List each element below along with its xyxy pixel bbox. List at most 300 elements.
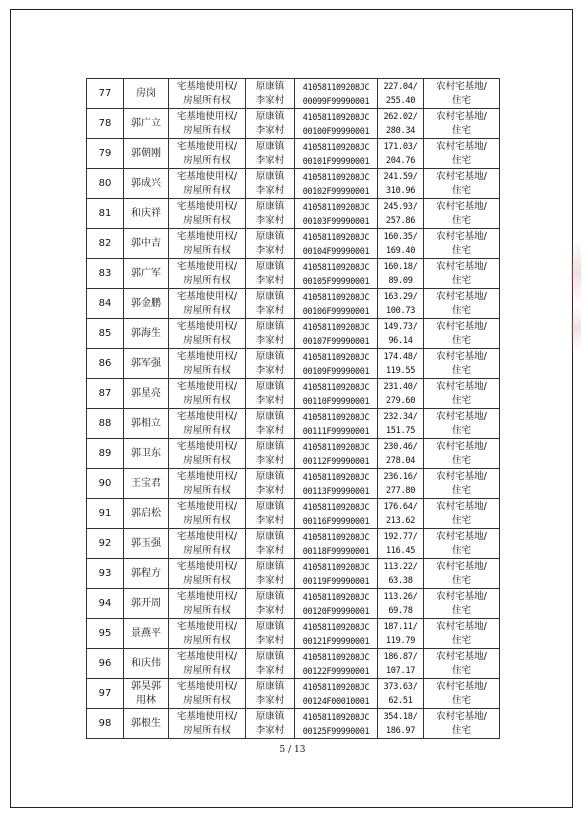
cell-holder-name-line: 郭昊郭 xyxy=(131,680,161,692)
cell-location xyxy=(246,349,295,379)
cell-unit-code-line: 410581109208JC xyxy=(302,81,370,92)
cell-area-line: 373.63/ xyxy=(383,681,418,692)
table-row xyxy=(87,589,500,619)
cell-usage-line: 住宅 xyxy=(451,184,471,196)
cell-location-line: 原康镇 xyxy=(255,650,285,662)
cell-unit-code xyxy=(295,109,378,139)
cell-usage-line: 住宅 xyxy=(451,424,471,436)
cell-right-type-line: 宅基地使用权/ xyxy=(176,380,238,392)
cell-area-line: 227.04/ xyxy=(383,81,418,92)
cell-unit-code xyxy=(295,379,378,409)
cell-unit-code xyxy=(295,349,378,379)
cell-area-line: 69.78 xyxy=(388,605,413,616)
cell-area xyxy=(378,679,424,709)
cell-area-line: 89.09 xyxy=(388,275,413,286)
cell-unit-code-line: 410581109208JC xyxy=(302,561,370,572)
cell-usage-line: 农村宅基地/ xyxy=(436,350,487,362)
cell-location-line: 李家村 xyxy=(255,694,285,706)
cell-area-line: 163.29/ xyxy=(383,291,418,302)
cell-unit-code xyxy=(295,79,378,109)
cell-number: 79 xyxy=(87,139,124,169)
cell-number: 93 xyxy=(87,559,124,589)
cell-right-type-line: 房屋所有权 xyxy=(183,724,231,736)
cell-unit-code-line: 00111F99990001 xyxy=(302,425,370,436)
cell-usage-line: 住宅 xyxy=(451,274,471,286)
cell-right-type-line: 房屋所有权 xyxy=(183,394,231,406)
cell-right-type-line: 宅基地使用权/ xyxy=(176,440,238,452)
cell-unit-code-line: 00112F99990001 xyxy=(302,455,370,466)
cell-right-type xyxy=(169,439,246,469)
cell-location-line: 原康镇 xyxy=(255,140,285,152)
cell-unit-code-line: 410581109208JC xyxy=(302,531,370,542)
cell-number: 78 xyxy=(87,109,124,139)
cell-unit-code-line: 410581109208JC xyxy=(302,621,370,632)
cell-area-line: 160.35/ xyxy=(383,231,418,242)
cell-usage xyxy=(424,289,500,319)
cell-right-type-line: 宅基地使用权/ xyxy=(176,620,238,632)
cell-number: 96 xyxy=(87,649,124,679)
cell-location-line: 原康镇 xyxy=(255,230,285,242)
table-row xyxy=(87,139,500,169)
cell-usage xyxy=(424,589,500,619)
cell-unit-code-line: 410581109208JC xyxy=(302,201,370,212)
cell-location-line: 李家村 xyxy=(255,214,285,226)
cell-area xyxy=(378,589,424,619)
cell-right-type xyxy=(169,469,246,499)
cell-holder-name-line: 郭星亮 xyxy=(131,387,161,399)
cell-location-line: 原康镇 xyxy=(255,530,285,542)
cell-area-line: 231.40/ xyxy=(383,381,418,392)
cell-right-type-line: 宅基地使用权/ xyxy=(176,230,238,242)
cell-usage-line: 农村宅基地/ xyxy=(436,200,487,212)
cell-area-line: 186.87/ xyxy=(383,651,418,662)
cell-right-type xyxy=(169,319,246,349)
cell-location xyxy=(246,649,295,679)
cell-holder-name-line: 郭启松 xyxy=(131,507,161,519)
cell-usage-line: 农村宅基地/ xyxy=(436,170,487,182)
table-row xyxy=(87,109,500,139)
cell-right-type xyxy=(169,289,246,319)
cell-number: 90 xyxy=(87,469,124,499)
cell-location xyxy=(246,199,295,229)
cell-unit-code-line: 00124F00010001 xyxy=(302,695,370,706)
cell-location xyxy=(246,79,295,109)
table-row xyxy=(87,649,500,679)
cell-holder-name-line: 王宝君 xyxy=(131,477,161,489)
cell-unit-code xyxy=(295,319,378,349)
cell-usage-line: 农村宅基地/ xyxy=(436,470,487,482)
cell-area-line: 100.73 xyxy=(385,305,416,316)
cell-right-type-line: 宅基地使用权/ xyxy=(176,80,238,92)
cell-unit-code-line: 00122F99990001 xyxy=(302,665,370,676)
cell-number: 95 xyxy=(87,619,124,649)
cell-number: 84 xyxy=(87,289,124,319)
cell-right-type-line: 宅基地使用权/ xyxy=(176,500,238,512)
cell-area-line: 241.59/ xyxy=(383,171,418,182)
cell-location xyxy=(246,289,295,319)
cell-location-line: 原康镇 xyxy=(255,680,285,692)
cell-unit-code xyxy=(295,259,378,289)
cell-holder-name xyxy=(124,229,169,259)
cell-location-line: 李家村 xyxy=(255,334,285,346)
cell-holder-name-line: 郭开周 xyxy=(131,597,161,609)
cell-unit-code-line: 410581109208JC xyxy=(302,231,370,242)
cell-right-type-line: 宅基地使用权/ xyxy=(176,680,238,692)
cell-location xyxy=(246,709,295,739)
cell-unit-code xyxy=(295,619,378,649)
cell-area-line: 230.46/ xyxy=(383,441,418,452)
cell-location-line: 原康镇 xyxy=(255,170,285,182)
cell-location-line: 李家村 xyxy=(255,154,285,166)
cell-holder-name-line: 郭朝刚 xyxy=(131,147,161,159)
cell-location-line: 原康镇 xyxy=(255,320,285,332)
cell-area xyxy=(378,349,424,379)
cell-right-type-line: 宅基地使用权/ xyxy=(176,320,238,332)
cell-holder-name-line: 郭中吉 xyxy=(131,237,161,249)
table-row xyxy=(87,289,500,319)
cell-location-line: 李家村 xyxy=(255,574,285,586)
table-row xyxy=(87,499,500,529)
cell-usage xyxy=(424,439,500,469)
cell-usage-line: 农村宅基地/ xyxy=(436,140,487,152)
cell-right-type xyxy=(169,589,246,619)
cell-usage-line: 农村宅基地/ xyxy=(436,380,487,392)
cell-right-type xyxy=(169,499,246,529)
cell-location-line: 原康镇 xyxy=(255,110,285,122)
cell-unit-code-line: 410581109208JC xyxy=(302,111,370,122)
cell-right-type-line: 房屋所有权 xyxy=(183,604,231,616)
cell-location-line: 李家村 xyxy=(255,454,285,466)
cell-area-line: 257.86 xyxy=(385,215,416,226)
cell-unit-code-line: 00121F99990001 xyxy=(302,635,370,646)
cell-usage-line: 农村宅基地/ xyxy=(436,260,487,272)
cell-unit-code-line: 410581109208JC xyxy=(302,411,370,422)
cell-usage-line: 住宅 xyxy=(451,244,471,256)
cell-right-type-line: 宅基地使用权/ xyxy=(176,410,238,422)
cell-area-line: 277.80 xyxy=(385,485,416,496)
cell-area xyxy=(378,109,424,139)
cell-unit-code xyxy=(295,529,378,559)
cell-usage xyxy=(424,559,500,589)
cell-location xyxy=(246,259,295,289)
cell-area-line: 186.97 xyxy=(385,725,416,736)
cell-right-type xyxy=(169,139,246,169)
table-row xyxy=(87,469,500,499)
cell-area-line: 149.73/ xyxy=(383,321,418,332)
cell-unit-code-line: 00106F99990001 xyxy=(302,305,370,316)
cell-usage-line: 农村宅基地/ xyxy=(436,320,487,332)
cell-usage xyxy=(424,259,500,289)
cell-right-type-line: 房屋所有权 xyxy=(183,694,231,706)
cell-unit-code-line: 00109F99990001 xyxy=(302,365,370,376)
cell-unit-code-line: 410581109208JC xyxy=(302,321,370,332)
cell-right-type-line: 宅基地使用权/ xyxy=(176,560,238,572)
cell-number: 80 xyxy=(87,169,124,199)
cell-right-type-line: 宅基地使用权/ xyxy=(176,170,238,182)
cell-holder-name xyxy=(124,289,169,319)
cell-right-type-line: 宅基地使用权/ xyxy=(176,200,238,212)
cell-number: 98 xyxy=(87,709,124,739)
cell-usage xyxy=(424,709,500,739)
cell-usage-line: 住宅 xyxy=(451,484,471,496)
cell-unit-code xyxy=(295,169,378,199)
cell-location-line: 原康镇 xyxy=(255,620,285,632)
cell-unit-code xyxy=(295,559,378,589)
cell-holder-name-line: 郭程方 xyxy=(131,567,161,579)
registration-table xyxy=(86,78,500,739)
cell-right-type xyxy=(169,79,246,109)
cell-number: 94 xyxy=(87,589,124,619)
cell-right-type-line: 房屋所有权 xyxy=(183,514,231,526)
cell-area-line: 262.02/ xyxy=(383,111,418,122)
cell-location-line: 李家村 xyxy=(255,94,285,106)
cell-location xyxy=(246,139,295,169)
cell-location-line: 李家村 xyxy=(255,304,285,316)
cell-unit-code xyxy=(295,589,378,619)
cell-usage xyxy=(424,109,500,139)
cell-right-type-line: 房屋所有权 xyxy=(183,184,231,196)
cell-location-line: 李家村 xyxy=(255,544,285,556)
cell-area xyxy=(378,529,424,559)
table-row xyxy=(87,199,500,229)
cell-unit-code-line: 00119F99990001 xyxy=(302,575,370,586)
table-row xyxy=(87,319,500,349)
cell-holder-name xyxy=(124,79,169,109)
cell-right-type xyxy=(169,649,246,679)
cell-unit-code xyxy=(295,139,378,169)
cell-holder-name xyxy=(124,589,169,619)
cell-usage xyxy=(424,529,500,559)
table-row xyxy=(87,709,500,739)
cell-location xyxy=(246,379,295,409)
cell-area-line: 116.45 xyxy=(385,545,416,556)
cell-location-line: 原康镇 xyxy=(255,710,285,722)
cell-usage-line: 住宅 xyxy=(451,364,471,376)
cell-location-line: 李家村 xyxy=(255,634,285,646)
cell-holder-name xyxy=(124,199,169,229)
cell-location xyxy=(246,529,295,559)
table-row xyxy=(87,619,500,649)
table-row xyxy=(87,679,500,709)
cell-location-line: 原康镇 xyxy=(255,500,285,512)
cell-usage xyxy=(424,679,500,709)
cell-right-type-line: 宅基地使用权/ xyxy=(176,650,238,662)
cell-unit-code xyxy=(295,229,378,259)
cell-right-type xyxy=(169,229,246,259)
page-number: 5 / 13 xyxy=(279,745,306,755)
table-row xyxy=(87,229,500,259)
cell-area-line: 107.17 xyxy=(385,665,416,676)
cell-area xyxy=(378,409,424,439)
cell-number: 87 xyxy=(87,379,124,409)
cell-holder-name-line: 郭卫东 xyxy=(131,447,161,459)
cell-holder-name-line: 郭广军 xyxy=(131,267,161,279)
cell-location xyxy=(246,409,295,439)
cell-usage-line: 农村宅基地/ xyxy=(436,680,487,692)
cell-usage xyxy=(424,79,500,109)
cell-right-type-line: 房屋所有权 xyxy=(183,454,231,466)
cell-usage xyxy=(424,619,500,649)
cell-usage-line: 住宅 xyxy=(451,334,471,346)
cell-usage xyxy=(424,409,500,439)
registration-table-body xyxy=(87,79,500,739)
cell-holder-name xyxy=(124,469,169,499)
cell-number: 91 xyxy=(87,499,124,529)
cell-location xyxy=(246,589,295,619)
cell-unit-code-line: 410581109208JC xyxy=(302,291,370,302)
cell-area-line: 213.62 xyxy=(385,515,416,526)
cell-right-type-line: 房屋所有权 xyxy=(183,544,231,556)
cell-area-line: 160.18/ xyxy=(383,261,418,272)
cell-holder-name xyxy=(124,349,169,379)
table-row xyxy=(87,409,500,439)
table-row xyxy=(87,439,500,469)
cell-area xyxy=(378,229,424,259)
cell-area-line: 176.64/ xyxy=(383,501,418,512)
cell-number: 97 xyxy=(87,679,124,709)
cell-unit-code-line: 410581109208JC xyxy=(302,171,370,182)
cell-area-line: 278.04 xyxy=(385,455,416,466)
cell-location xyxy=(246,559,295,589)
cell-location xyxy=(246,499,295,529)
cell-right-type-line: 房屋所有权 xyxy=(183,574,231,586)
table-row xyxy=(87,79,500,109)
cell-right-type xyxy=(169,379,246,409)
cell-area xyxy=(378,709,424,739)
cell-location-line: 原康镇 xyxy=(255,380,285,392)
cell-right-type-line: 宅基地使用权/ xyxy=(176,350,238,362)
cell-area-line: 245.93/ xyxy=(383,201,418,212)
cell-usage-line: 农村宅基地/ xyxy=(436,410,487,422)
cell-usage-line: 住宅 xyxy=(451,394,471,406)
cell-right-type-line: 宅基地使用权/ xyxy=(176,710,238,722)
cell-right-type-line: 房屋所有权 xyxy=(183,334,231,346)
cell-right-type xyxy=(169,709,246,739)
cell-area-line: 236.16/ xyxy=(383,471,418,482)
cell-unit-code-line: 410581109208JC xyxy=(302,261,370,272)
cell-holder-name-line: 郭军强 xyxy=(131,357,161,369)
cell-usage xyxy=(424,379,500,409)
cell-holder-name xyxy=(124,409,169,439)
cell-holder-name xyxy=(124,529,169,559)
cell-right-type-line: 房屋所有权 xyxy=(183,124,231,136)
cell-area xyxy=(378,319,424,349)
cell-area xyxy=(378,199,424,229)
table-row xyxy=(87,349,500,379)
cell-holder-name-line: 用林 xyxy=(136,694,156,706)
cell-unit-code-line: 410581109208JC xyxy=(302,141,370,152)
cell-right-type-line: 房屋所有权 xyxy=(183,274,231,286)
cell-area-line: 113.22/ xyxy=(383,561,418,572)
cell-area-line: 174.48/ xyxy=(383,351,418,362)
cell-holder-name xyxy=(124,319,169,349)
cell-holder-name xyxy=(124,709,169,739)
cell-usage xyxy=(424,349,500,379)
cell-holder-name-line: 郭成兴 xyxy=(131,177,161,189)
cell-unit-code-line: 00120F99990001 xyxy=(302,605,370,616)
cell-unit-code-line: 00102F99990001 xyxy=(302,185,370,196)
cell-unit-code xyxy=(295,199,378,229)
cell-area xyxy=(378,649,424,679)
cell-location-line: 原康镇 xyxy=(255,440,285,452)
cell-usage xyxy=(424,139,500,169)
cell-right-type-line: 房屋所有权 xyxy=(183,214,231,226)
cell-location-line: 李家村 xyxy=(255,514,285,526)
cell-usage xyxy=(424,199,500,229)
table-row xyxy=(87,379,500,409)
cell-usage-line: 农村宅基地/ xyxy=(436,110,487,122)
cell-usage-line: 住宅 xyxy=(451,604,471,616)
cell-usage xyxy=(424,649,500,679)
cell-right-type-line: 宅基地使用权/ xyxy=(176,590,238,602)
cell-location xyxy=(246,679,295,709)
cell-right-type xyxy=(169,169,246,199)
cell-area-line: 204.76 xyxy=(385,155,416,166)
cell-unit-code-line: 00116F99990001 xyxy=(302,515,370,526)
cell-location-line: 原康镇 xyxy=(255,80,285,92)
cell-usage-line: 住宅 xyxy=(451,514,471,526)
cell-unit-code-line: 410581109208JC xyxy=(302,471,370,482)
cell-unit-code-line: 00100F99990001 xyxy=(302,125,370,136)
cell-right-type-line: 宅基地使用权/ xyxy=(176,470,238,482)
cell-right-type-line: 宅基地使用权/ xyxy=(176,260,238,272)
cell-usage-line: 农村宅基地/ xyxy=(436,500,487,512)
cell-unit-code-line: 410581109208JC xyxy=(302,591,370,602)
cell-unit-code-line: 00118F99990001 xyxy=(302,545,370,556)
cell-holder-name xyxy=(124,499,169,529)
cell-usage-line: 住宅 xyxy=(451,454,471,466)
cell-unit-code-line: 00107F99990001 xyxy=(302,335,370,346)
cell-area-line: 151.75 xyxy=(385,425,416,436)
cell-area xyxy=(378,289,424,319)
cell-usage-line: 住宅 xyxy=(451,124,471,136)
cell-number: 81 xyxy=(87,199,124,229)
table-row xyxy=(87,529,500,559)
cell-right-type-line: 宅基地使用权/ xyxy=(176,530,238,542)
cell-unit-code-line: 410581109208JC xyxy=(302,711,370,722)
cell-area xyxy=(378,559,424,589)
cell-unit-code-line: 410581109208JC xyxy=(302,681,370,692)
cell-unit-code-line: 00104F99990001 xyxy=(302,245,370,256)
cell-right-type-line: 宅基地使用权/ xyxy=(176,290,238,302)
cell-usage-line: 住宅 xyxy=(451,724,471,736)
cell-unit-code-line: 00113F99990001 xyxy=(302,485,370,496)
cell-usage-line: 住宅 xyxy=(451,94,471,106)
cell-number: 89 xyxy=(87,439,124,469)
cell-usage-line: 农村宅基地/ xyxy=(436,290,487,302)
cell-holder-name-line: 郭广立 xyxy=(131,117,161,129)
cell-holder-name-line: 郭金鹏 xyxy=(131,297,161,309)
cell-right-type-line: 房屋所有权 xyxy=(183,364,231,376)
cell-location-line: 原康镇 xyxy=(255,260,285,272)
cell-area-line: 169.40 xyxy=(385,245,416,256)
cell-right-type-line: 宅基地使用权/ xyxy=(176,110,238,122)
cell-area-line: 171.03/ xyxy=(383,141,418,152)
cell-usage-line: 农村宅基地/ xyxy=(436,590,487,602)
cell-location xyxy=(246,169,295,199)
cell-usage-line: 住宅 xyxy=(451,634,471,646)
cell-number: 77 xyxy=(87,79,124,109)
cell-holder-name-line: 郭玉强 xyxy=(131,537,161,549)
cell-unit-code-line: 00101F99990001 xyxy=(302,155,370,166)
cell-unit-code-line: 410581109208JC xyxy=(302,441,370,452)
cell-usage-line: 住宅 xyxy=(451,154,471,166)
cell-right-type xyxy=(169,529,246,559)
cell-area-line: 113.26/ xyxy=(383,591,418,602)
cell-right-type xyxy=(169,619,246,649)
cell-holder-name-line: 景燕平 xyxy=(131,627,161,639)
cell-location-line: 李家村 xyxy=(255,664,285,676)
